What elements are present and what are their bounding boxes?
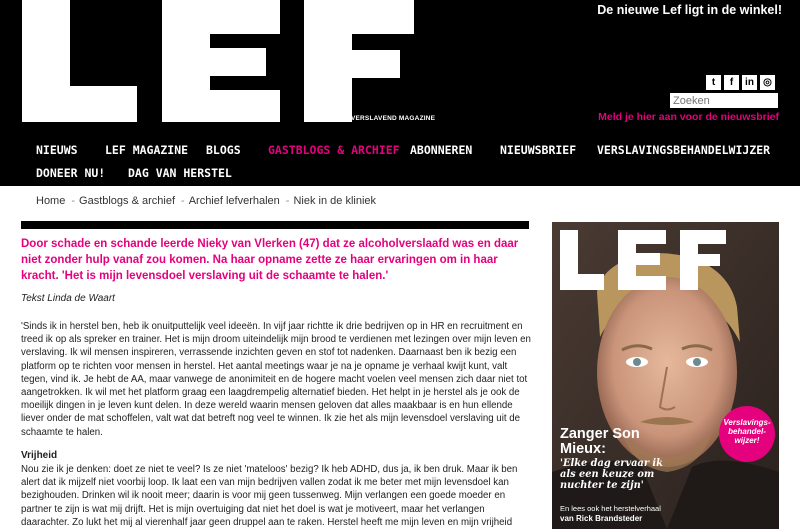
article-paragraph: 'Sinds ik in herstel ben, heb ik onuitputtelijk veel ideeën. In vijf jaar richtte ik drie bedrijven op in HR en recruitment en treed ik op als spreker en trainer. Het is mijn droom uiteindelijk mijn brood te verdienen met lezingen over mijn leven en verslaving. Ik wil mensen inspireren, verrassende inzichten geven en stof tot nadenken. Daarnaast ben ik bezig een platform op te richten voor mensen in herstel. Het aantal meetings waar je na je opname je verhaal kwijt kunt, valt tegen, vind ik. Je hebt de AA, maar vanwege de anonimiteit en de hogere macht voelen veel mensen zich daar niet tot aangetrokken. Ik wil met het platform graag een laagdrempelig alternatief bieden. Het helpt in je herstel als je ook de moeilijk dingen in je leven kunt delen. In deze wereld waarin mensen geloven dat alles maakbaar is en hun ellende liever onder de mat schoffelen, valt wat dat betreft nog veel te winnen. Ik zie het als mijn levensdoel verslaving uit de schaamte te halen. <box>21 321 531 438</box>
facebook-icon[interactable]: f <box>724 75 739 90</box>
lef-logo[interactable] <box>22 0 414 122</box>
nav-nieuws[interactable]: NIEUWS <box>36 143 78 157</box>
article-paragraph: Nou zie ik je denken: doet ze niet te veel? Is ze niet 'mateloos' bezig? Ik heb ADHD, dus ja, ik ben druk. Maar ik ben alert dat ik mijzelf niet voorbij loop. Ik laat een van mijn bedrijven vallen zodat ik me beter met mijn levensdoel kan bezighouden. Drinken wil ik nooit meer; daarin is voor mij geen tussenweg. Mijn verlangen een goede moeder en partner te zijn is wat mij drijft. Het is mijn overtuiging dat niet het doel is wat je motiveert, maar het verlangen daarachter. Zo lukt het mij al vierenhalf jaar geen druppel aan te raken. Herstel heeft me mijn leven en mijn vrijheid <box>21 464 518 528</box>
cover-footer-line1: En lees ook het herstelverhaal <box>560 504 661 513</box>
nav-dag-van-herstel[interactable]: DAG VAN HERSTEL <box>128 166 232 180</box>
breadcrumb-home[interactable]: Home <box>36 195 66 207</box>
breadcrumb-separator: - <box>285 195 290 207</box>
nav-gastblogs-archief[interactable]: GASTBLOGS & ARCHIEF <box>268 143 400 157</box>
nav-blogs[interactable]: BLOGS <box>206 143 241 157</box>
twitter-icon[interactable]: t <box>706 75 721 90</box>
breadcrumb-separator: - <box>71 195 76 207</box>
newsletter-link[interactable]: Meld je hier aan voor de nieuwsbrief <box>598 111 779 123</box>
search-input[interactable] <box>670 93 778 108</box>
cover-footer-line2: van Rick Brandsteder <box>560 514 643 523</box>
article-author: Tekst Linda de Waart <box>21 293 115 304</box>
cover-headline: Zanger Son Mieux: <box>560 426 640 457</box>
nav-doneer-nu[interactable]: DONEER NU! <box>36 166 106 180</box>
site-header <box>0 0 800 186</box>
breadcrumb <box>36 195 380 207</box>
cover-badge: Verslavings- behandel- wijzer! <box>723 418 771 445</box>
nav-verslavingsbehandelwijzer[interactable]: VERSLAVINGSBEHANDELWIJZER <box>597 143 771 157</box>
breadcrumb-gastblogs[interactable]: Gastblogs & archief <box>79 195 176 207</box>
nav-lef-magazine[interactable]: LEF MAGAZINE <box>105 143 189 157</box>
magazine-cover[interactable] <box>552 222 779 529</box>
nav-abonneren[interactable]: ABONNEREN <box>410 143 473 157</box>
linkedin-icon[interactable]: in <box>742 75 757 90</box>
article-top-bar <box>21 221 529 229</box>
breadcrumb-current: Niek in de kliniek <box>293 195 377 207</box>
breadcrumb-separator: - <box>181 195 185 207</box>
breadcrumb-archief[interactable]: Archief lefverhalen <box>188 195 280 207</box>
nav-nieuwsbrief[interactable]: NIEUWSBRIEF <box>500 143 577 157</box>
logo-tagline: EEN VERSLAVEND MAGAZINE <box>335 115 436 122</box>
promo-text[interactable]: De nieuwe Lef ligt in de winkel! <box>597 3 782 17</box>
article-subheading: Vrijheid <box>21 450 58 461</box>
instagram-icon[interactable]: ◎ <box>760 75 775 90</box>
social-links <box>706 75 775 90</box>
article-lead: Door schade en schande leerde Nieky van Vlerken (47) dat ze alcoholverslaafd was en daar niet zonder hulp vanaf zou komen. Na haar opname zette ze haar ervaringen om in haar kracht. 'Het is mijn levensdoel verslaving uit de schaamte te halen.' <box>21 238 519 282</box>
cover-quote: 'Elke dag ervaar ik als een keuze om nuchter te zijn' <box>560 458 663 491</box>
